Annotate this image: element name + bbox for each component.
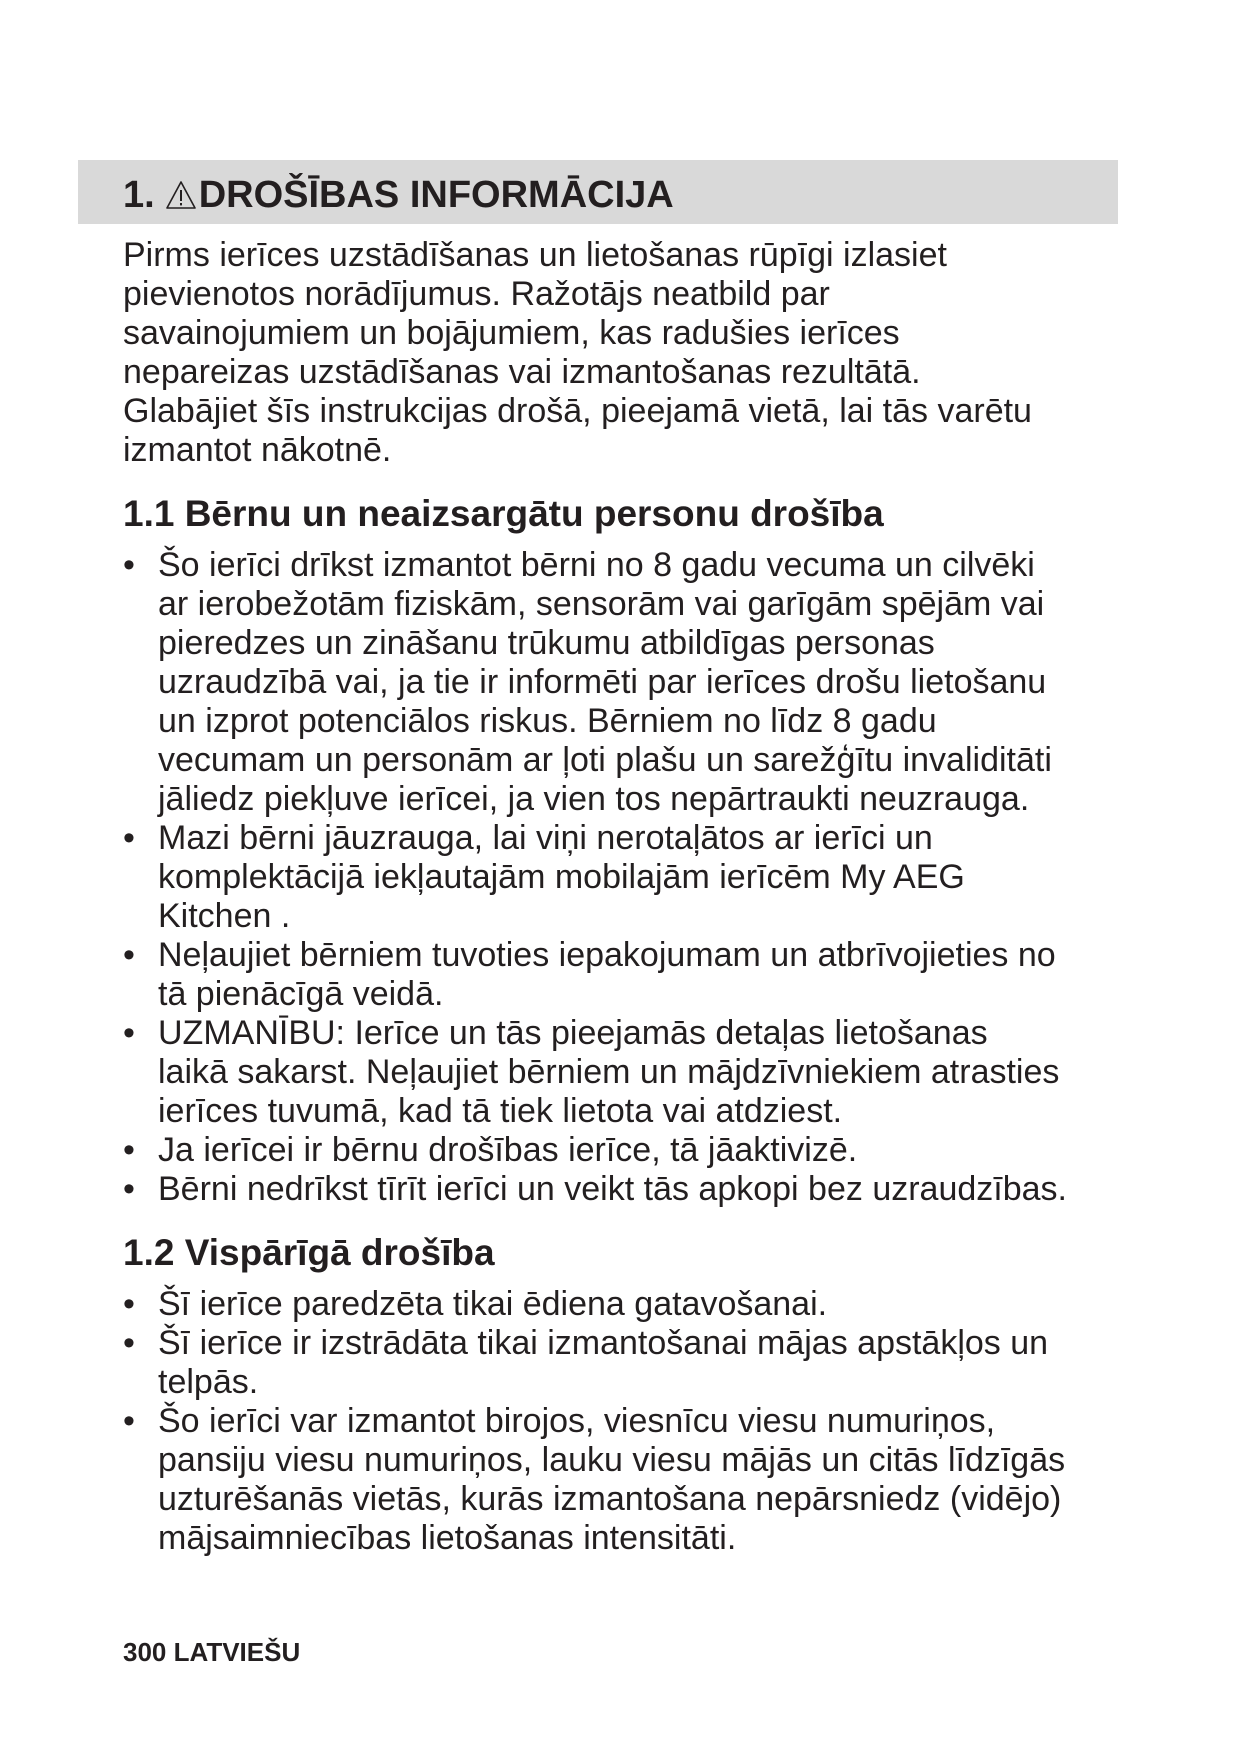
subsection-2-title: 1.2 Vispārīgā drošība (123, 1232, 495, 1273)
section-title-text: DROŠĪBAS INFORMĀCIJA (198, 174, 674, 216)
bullet-line: uzturēšanās vietās, kurās izmantošana nepārsniedz (vidējo) (158, 1480, 1062, 1518)
warning-triangle-icon (165, 177, 197, 207)
bullet-line: pieredzes un zināšanu trūkumu atbildīgas personas (158, 624, 935, 662)
bullet-icon: • (123, 1402, 135, 1440)
bullet-item (123, 546, 1133, 819)
bullet-line: Neļaujiet bērniem tuvoties iepakojumam un atbrīvojieties no (158, 936, 1056, 974)
intro-line: nepareizas uzstādīšanas vai izmantošanas rezultātā. (123, 353, 921, 391)
subsection-2-list (123, 1285, 1133, 1558)
bullet-line: Kitchen . (158, 897, 291, 935)
document-body (123, 236, 1133, 1558)
bullet-line: uzraudzībā vai, ja tie ir informēti par ierīces drošu lietošanu (158, 663, 1047, 701)
page-footer: 300 LATVIEŠU (123, 1637, 301, 1667)
bullet-line: telpās. (158, 1363, 259, 1401)
bullet-item (123, 1324, 1133, 1402)
subsection-1-title: 1.1 Bērnu un neaizsargātu personu drošība (123, 493, 884, 534)
bullet-line: Bērni nedrīkst tīrīt ierīci un veikt tās apkopi bez uzraudzības. (158, 1170, 1067, 1208)
bullet-line: Šo ierīci drīkst izmantot bērni no 8 gadu vecuma un cilvēki (158, 546, 1035, 584)
bullet-icon: • (123, 1285, 135, 1323)
bullet-item (123, 819, 1133, 936)
bullet-line: pansiju viesu numuriņos, lauku viesu mājās un citās līdzīgās (158, 1441, 1066, 1479)
section-number: 1. (123, 174, 155, 216)
bullet-icon: • (123, 936, 135, 974)
intro-line: pievienotos norādījumus. Ražotājs neatbild par (123, 275, 830, 313)
bullet-line: Šo ierīci var izmantot birojos, viesnīcu viesu numuriņos, (158, 1402, 996, 1440)
section-title (123, 174, 674, 216)
bullet-line: un izprot potenciālos riskus. Bērniem no līdz 8 gadu (158, 702, 937, 740)
bullet-item (123, 1170, 1133, 1209)
bullet-icon: • (123, 1170, 135, 1208)
bullet-item (123, 1285, 1133, 1324)
bullet-line: Šī ierīce ir izstrādāta tikai izmantošanai mājas apstākļos un (158, 1324, 1049, 1362)
bullet-line: Šī ierīce paredzēta tikai ēdiena gatavošanai. (158, 1285, 828, 1323)
bullet-line: jāliedz piekļuve ierīcei, ja vien tos nepārtraukti neuzrauga. (158, 780, 1030, 818)
bullet-item (123, 1402, 1133, 1558)
bullet-icon: • (123, 546, 135, 584)
bullet-icon: • (123, 1324, 135, 1362)
intro-line: izmantot nākotnē. (123, 431, 392, 469)
bullet-line: ierīces tuvumā, kad tā tiek lietota vai atdziest. (158, 1092, 843, 1130)
bullet-line: UZMANĪBU: Ierīce un tās pieejamās detaļas lietošanas (158, 1014, 988, 1052)
bullet-item (123, 1014, 1133, 1131)
bullet-line: tā pienācīgā veidā. (158, 975, 444, 1013)
bullet-line: vecumam un personām ar ļoti plašu un sarežģītu invaliditāti (158, 741, 1052, 779)
bullet-icon: • (123, 1131, 135, 1169)
bullet-line: Ja ierīcei ir bērnu drošības ierīce, tā jāaktivizē. (158, 1131, 858, 1169)
bullet-line: komplektācijā iekļautajām mobilajām ierīcēm My AEG (158, 858, 965, 896)
intro-line: Pirms ierīces uzstādīšanas un lietošanas rūpīgi izlasiet (123, 236, 947, 274)
intro-line: savainojumiem un bojājumiem, kas radušies ierīces (123, 314, 900, 352)
bullet-line: laikā sakarst. Neļaujiet bērniem un mājdzīvniekiem atrasties (158, 1053, 1060, 1091)
bullet-item (123, 1131, 1133, 1170)
bullet-item (123, 936, 1133, 1014)
bullet-line: mājsaimniecības lietošanas intensitāti. (158, 1519, 737, 1557)
bullet-icon: • (123, 1014, 135, 1052)
bullet-line: ar ierobežotām fiziskām, sensorām vai garīgām spējām vai (158, 585, 1045, 623)
bullet-line: Mazi bērni jāuzrauga, lai viņi nerotaļātos ar ierīci un (158, 819, 933, 857)
subsection-1-list (123, 546, 1133, 1209)
intro-paragraph (123, 236, 1133, 470)
bullet-icon: • (123, 819, 135, 857)
intro-line: Glabājiet šīs instrukcijas drošā, pieejamā vietā, lai tās varētu (123, 392, 1032, 430)
